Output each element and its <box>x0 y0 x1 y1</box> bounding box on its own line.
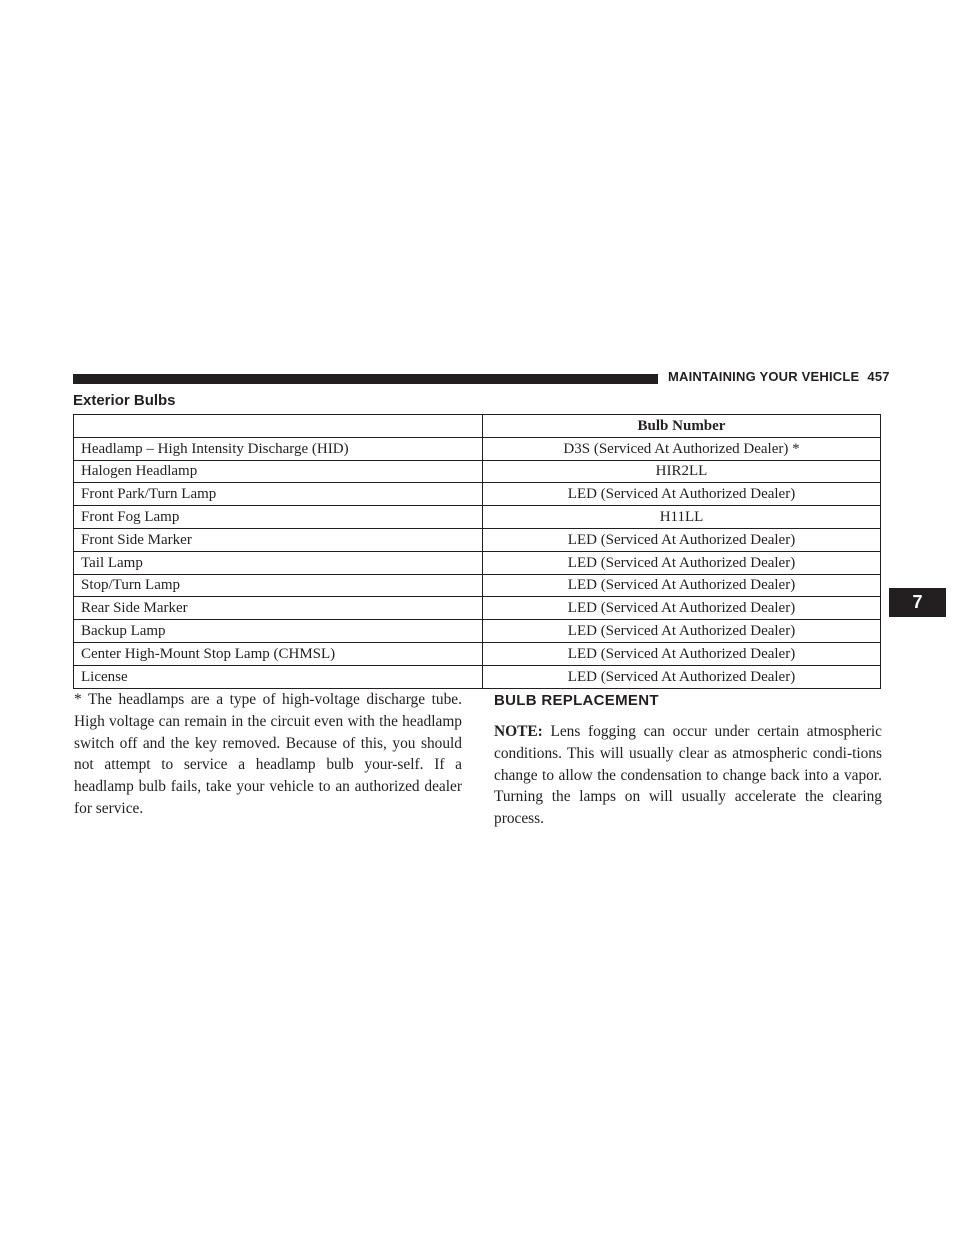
bulb-location-cell: Center High-Mount Stop Lamp (CHMSL) <box>74 642 483 665</box>
bulb-location-cell: Tail Lamp <box>74 551 483 574</box>
bulb-location-cell: Halogen Headlamp <box>74 460 483 483</box>
table-row <box>74 620 881 643</box>
note-label: NOTE: <box>494 723 543 740</box>
bulb-table <box>73 414 881 689</box>
bulb-location-cell: Headlamp – High Intensity Discharge (HID) <box>74 437 483 460</box>
bulb-location-cell: Front Park/Turn Lamp <box>74 483 483 506</box>
note-text: Lens fogging can occur under certain atmospheric conditions. This will usually clear as atmospheric condi-tions change to allow the condensation to change back into a vapor. Turning the lamps on will usually accelerate the clearing process. <box>494 723 882 828</box>
chapter-tab: 7 <box>889 588 946 617</box>
table-header-cell <box>74 415 483 438</box>
bulb-location-cell: Rear Side Marker <box>74 597 483 620</box>
bulb-number-cell: LED (Serviced At Authorized Dealer) <box>483 483 881 506</box>
running-header-title: MAINTAINING YOUR VEHICLE <box>668 369 860 384</box>
bulb-location-cell: Front Side Marker <box>74 528 483 551</box>
bulb-number-cell: LED (Serviced At Authorized Dealer) <box>483 665 881 688</box>
table-row <box>74 551 881 574</box>
table-row <box>74 574 881 597</box>
page-number: 457 <box>867 369 890 384</box>
header-rule <box>73 374 658 384</box>
table-row <box>74 437 881 460</box>
running-header <box>668 369 890 384</box>
table-row <box>74 528 881 551</box>
headlamp-footnote: * The headlamps are a type of high-voltage discharge tube. High voltage can remain in the circuit even with the headlamp switch off and the key removed. Because of this, you should not attempt to service a headlamp bulb your-self. If a headlamp bulb fails, take your vehicle to an authorized dealer for service. <box>74 691 462 817</box>
bulb-location-cell: License <box>74 665 483 688</box>
table-row <box>74 460 881 483</box>
bulb-number-cell: HIR2LL <box>483 460 881 483</box>
table-row <box>74 506 881 529</box>
table-row <box>74 483 881 506</box>
bulb-number-cell: LED (Serviced At Authorized Dealer) <box>483 528 881 551</box>
bulb-number-cell: LED (Serviced At Authorized Dealer) <box>483 574 881 597</box>
bulb-number-cell: D3S (Serviced At Authorized Dealer) * <box>483 437 881 460</box>
table-row <box>74 642 881 665</box>
bulb-number-cell: LED (Serviced At Authorized Dealer) <box>483 597 881 620</box>
table-row <box>74 597 881 620</box>
section-title: Exterior Bulbs <box>73 392 176 409</box>
bulb-replacement-note <box>494 721 882 830</box>
table-row <box>74 665 881 688</box>
bulb-table-body <box>74 437 881 688</box>
bulb-number-cell: LED (Serviced At Authorized Dealer) <box>483 642 881 665</box>
table-header-cell-bulb-number: Bulb Number <box>483 415 881 438</box>
bulb-number-cell: H11LL <box>483 506 881 529</box>
bulb-number-cell: LED (Serviced At Authorized Dealer) <box>483 551 881 574</box>
bulb-number-cell: LED (Serviced At Authorized Dealer) <box>483 620 881 643</box>
bulb-location-cell: Backup Lamp <box>74 620 483 643</box>
table-header-row <box>74 415 881 438</box>
bulb-location-cell: Stop/Turn Lamp <box>74 574 483 597</box>
bulb-location-cell: Front Fog Lamp <box>74 506 483 529</box>
bulb-replacement-heading: BULB REPLACEMENT <box>494 692 659 709</box>
